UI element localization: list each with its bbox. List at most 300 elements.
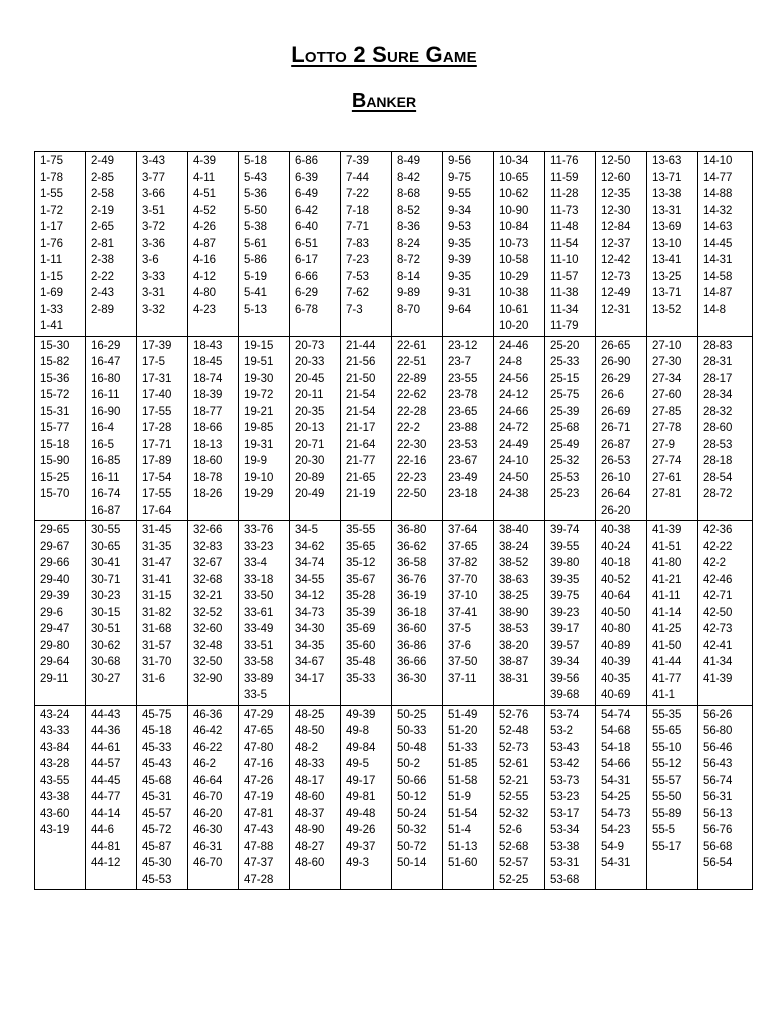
number-pair: 29-6 (40, 606, 64, 619)
number-pair: 8-14 (397, 270, 421, 283)
number-pair: 35-12 (346, 557, 376, 569)
number-pair: 56-76 (703, 824, 733, 836)
number-pair: 2-22 (91, 270, 115, 283)
number-pair: 39-80 (550, 557, 580, 569)
number-pair: 52-21 (499, 774, 529, 787)
number-pair: 22-16 (397, 455, 427, 467)
number-pair: 45-57 (142, 807, 172, 820)
number-pair: 55-57 (652, 774, 682, 787)
number-pair: 51-4 (448, 824, 472, 836)
number-pair: 14-10 (703, 155, 733, 167)
number-pair: 7-53 (346, 270, 370, 283)
number-pair: 24-56 (499, 372, 529, 385)
number-pair: 25-49 (550, 438, 580, 451)
number-pair: 21-50 (346, 372, 376, 385)
number-pair: 39-57 (550, 639, 580, 652)
number-pair: 35-60 (346, 639, 376, 652)
number-pair: 36-30 (397, 672, 427, 685)
number-pair: 23-12 (448, 339, 478, 352)
number-pair: 22-89 (397, 372, 427, 385)
number-pair: 26-71 (601, 422, 631, 434)
number-pair: 19-9 (244, 455, 268, 467)
number-pair: 16-85 (91, 455, 121, 467)
number-pair: 26-6 (601, 389, 625, 401)
table-cell (392, 705, 443, 890)
number-pair: 33-89 (244, 672, 274, 685)
number-pair: 3-43 (142, 155, 166, 167)
number-pair: 34-35 (295, 639, 325, 652)
table-cell (239, 521, 290, 706)
number-pair: 1-75 (40, 155, 64, 167)
number-pair: 30-51 (91, 623, 121, 635)
number-pair: 36-66 (397, 656, 427, 668)
number-pair: 25-23 (550, 488, 580, 500)
number-pair: 8-70 (397, 303, 421, 316)
number-pair: 28-72 (703, 488, 733, 500)
number-pair: 34-62 (295, 540, 325, 553)
number-pair: 12-50 (601, 155, 631, 167)
number-pair: 25-39 (550, 405, 580, 418)
number-pair: 44-14 (91, 807, 121, 820)
number-pair: 1-55 (40, 188, 64, 200)
table-cell (545, 336, 596, 521)
number-pair: 13-63 (652, 155, 682, 167)
table-cell (188, 336, 239, 521)
number-pair: 54-73 (601, 807, 631, 820)
number-pair: 27-61 (652, 471, 682, 484)
number-pair: 32-83 (193, 540, 223, 553)
table-cell (443, 705, 494, 890)
table-cell (35, 152, 86, 337)
table-cell (698, 705, 753, 890)
number-pair: 16-4 (91, 422, 115, 434)
number-pair: 19-72 (244, 389, 274, 401)
number-pair: 19-30 (244, 372, 274, 385)
number-pair: 39-74 (550, 524, 580, 536)
number-pair: 34-74 (295, 557, 325, 569)
number-pair: 18-26 (193, 488, 223, 500)
number-pair: 28-34 (703, 389, 733, 401)
number-pair: 4-52 (193, 204, 217, 217)
number-pair: 22-23 (397, 471, 427, 484)
number-pair: 41-34 (703, 656, 733, 668)
number-pair: 46-31 (193, 840, 223, 853)
number-pair: 9-89 (397, 287, 421, 299)
table-cell (443, 152, 494, 337)
number-pair: 13-10 (652, 237, 682, 250)
number-pair: 25-20 (550, 339, 580, 352)
number-pair: 20-71 (295, 438, 325, 451)
number-pair: 9-53 (448, 221, 472, 233)
number-pair: 44-45 (91, 774, 121, 787)
number-pair: 24-10 (499, 455, 529, 467)
table-cell (341, 705, 392, 890)
number-pair: 2-38 (91, 254, 115, 266)
number-pair: 49-84 (346, 741, 376, 754)
number-pair: 27-74 (652, 455, 682, 467)
number-pair: 22-51 (397, 356, 427, 368)
number-pair: 40-69 (601, 689, 631, 701)
number-pair: 46-70 (193, 791, 223, 803)
number-pair: 2-89 (91, 303, 115, 316)
number-pair: 38-24 (499, 540, 529, 553)
number-pair: 41-25 (652, 623, 682, 635)
number-pair: 48-2 (295, 741, 319, 754)
number-pair: 43-55 (40, 774, 70, 787)
table-cell (341, 336, 392, 521)
number-pair: 28-32 (703, 405, 733, 418)
number-pair: 8-52 (397, 204, 421, 217)
table-cell (545, 705, 596, 890)
number-pair: 5-18 (244, 155, 268, 167)
number-pair: 24-38 (499, 488, 529, 500)
number-pair: 37-82 (448, 557, 478, 569)
number-pair: 20-89 (295, 471, 325, 484)
number-pair: 42-46 (703, 573, 733, 586)
number-pair: 35-55 (346, 524, 376, 536)
number-pair: 45-18 (142, 725, 172, 737)
number-pair: 43-38 (40, 791, 70, 803)
number-pair: 16-29 (91, 339, 121, 352)
number-pair: 54-18 (601, 741, 631, 754)
number-pair: 17-31 (142, 372, 172, 385)
number-pair: 52-25 (499, 873, 529, 886)
number-pair: 53-42 (550, 758, 580, 770)
number-pair: 38-40 (499, 524, 529, 536)
number-pair: 51-85 (448, 758, 478, 770)
number-pair: 49-26 (346, 824, 376, 836)
number-pair: 41-14 (652, 606, 682, 619)
number-pair: 41-39 (703, 672, 733, 685)
number-pair: 20-11 (295, 389, 324, 401)
number-pair: 45-43 (142, 758, 172, 770)
number-pair: 32-50 (193, 656, 223, 668)
number-pair: 7-3 (346, 303, 363, 316)
number-pair: 4-11 (193, 171, 216, 184)
number-pair: 53-23 (550, 791, 580, 803)
number-pair: 15-31 (40, 405, 70, 418)
number-pair: 26-87 (601, 438, 631, 451)
number-pair: 19-10 (244, 471, 274, 484)
number-pair: 26-65 (601, 339, 631, 352)
number-pair: 26-53 (601, 455, 631, 467)
number-pair: 20-45 (295, 372, 325, 385)
number-pair: 1-11 (40, 254, 63, 266)
number-pair: 50-32 (397, 824, 427, 836)
number-pair: 4-26 (193, 221, 217, 233)
number-pair: 54-31 (601, 857, 631, 869)
number-pair: 53-43 (550, 741, 580, 754)
number-pair: 42-50 (703, 606, 733, 619)
number-pair: 17-40 (142, 389, 172, 401)
number-pair: 33-61 (244, 606, 274, 619)
number-pair: 23-65 (448, 405, 478, 418)
number-pair: 54-9 (601, 840, 625, 853)
number-pair: 32-60 (193, 623, 223, 635)
number-pair: 3-77 (142, 171, 166, 184)
number-pair: 54-23 (601, 824, 631, 836)
number-pair: 14-77 (703, 171, 733, 184)
number-pair: 24-8 (499, 356, 523, 368)
number-pair: 52-48 (499, 725, 529, 737)
number-pair: 56-26 (703, 708, 733, 721)
number-pair: 8-36 (397, 221, 421, 233)
number-pair: 17-39 (142, 339, 172, 352)
number-pair: 4-12 (193, 270, 217, 283)
number-pair: 11-28 (550, 188, 579, 200)
number-pair: 34-30 (295, 623, 325, 635)
number-pair: 7-44 (346, 171, 370, 184)
number-pair: 15-70 (40, 488, 70, 500)
number-pair: 12-37 (601, 237, 631, 250)
number-pair: 40-35 (601, 672, 631, 685)
number-pair: 18-45 (193, 356, 223, 368)
number-pair: 5-50 (244, 204, 268, 217)
number-pair: 52-68 (499, 840, 529, 853)
number-pair: 37-70 (448, 573, 478, 586)
number-pair: 32-48 (193, 639, 223, 652)
number-pair: 30-55 (91, 524, 121, 536)
number-pair: 20-49 (295, 488, 325, 500)
number-pair: 30-15 (91, 606, 121, 619)
number-pair: 32-66 (193, 524, 223, 536)
number-pair: 1-15 (40, 270, 64, 283)
number-pair: 38-20 (499, 639, 529, 652)
number-pair: 11-79 (550, 320, 579, 332)
table-cell (35, 705, 86, 890)
number-pair: 55-65 (652, 725, 682, 737)
number-pair: 36-86 (397, 639, 427, 652)
number-pair: 52-73 (499, 741, 529, 754)
number-pair: 8-68 (397, 188, 421, 200)
number-pair: 17-55 (142, 488, 172, 500)
number-pair: 34-17 (295, 672, 325, 685)
number-pair: 10-84 (499, 221, 529, 233)
number-pair: 22-2 (397, 422, 421, 434)
number-pair: 9-75 (448, 171, 472, 184)
number-pair: 49-48 (346, 807, 376, 820)
number-pair: 56-13 (703, 807, 733, 820)
number-pair: 23-18 (448, 488, 478, 500)
number-pair: 51-20 (448, 725, 478, 737)
number-pair: 31-82 (142, 606, 172, 619)
number-pair: 41-21 (652, 573, 682, 586)
number-pair: 2-58 (91, 188, 115, 200)
number-pair: 11-38 (550, 287, 579, 299)
number-pair: 27-85 (652, 405, 682, 418)
number-pair: 48-60 (295, 791, 325, 803)
number-pair: 4-16 (193, 254, 217, 266)
number-pair: 51-60 (448, 857, 478, 869)
number-pair: 18-60 (193, 455, 223, 467)
number-pair: 17-89 (142, 455, 172, 467)
number-pair: 47-88 (244, 840, 274, 853)
number-pair: 45-75 (142, 708, 172, 721)
number-pair: 23-55 (448, 372, 478, 385)
number-pair: 50-24 (397, 807, 427, 820)
number-pair: 50-14 (397, 857, 427, 869)
number-pair: 1-72 (40, 204, 64, 217)
number-pair: 28-54 (703, 471, 733, 484)
number-pair: 26-29 (601, 372, 631, 385)
number-pair: 40-39 (601, 656, 631, 668)
number-pair: 50-66 (397, 774, 427, 787)
number-pair: 45-30 (142, 857, 172, 869)
number-pair: 56-43 (703, 758, 733, 770)
number-pair: 20-30 (295, 455, 325, 467)
number-pair: 30-68 (91, 656, 121, 668)
number-pair: 39-35 (550, 573, 580, 586)
number-pair: 31-68 (142, 623, 172, 635)
document-title: Lotto 2 Sure Game (291, 42, 477, 67)
table-row (35, 336, 753, 521)
number-pair: 53-17 (550, 807, 580, 820)
number-pair: 41-51 (652, 540, 682, 553)
number-pair: 47-81 (244, 807, 274, 820)
table-cell (137, 521, 188, 706)
number-pair: 40-64 (601, 590, 631, 602)
number-pair: 25-68 (550, 422, 580, 434)
number-pair: 27-81 (652, 488, 682, 500)
number-pair: 29-80 (40, 639, 70, 652)
number-pair: 30-62 (91, 639, 121, 652)
number-pair: 53-2 (550, 725, 574, 737)
number-pair: 48-90 (295, 824, 325, 836)
number-pair: 27-9 (652, 438, 676, 451)
table-cell (647, 705, 698, 890)
number-pair: 9-39 (448, 254, 472, 266)
number-pair: 38-25 (499, 590, 529, 602)
number-pair: 11-76 (550, 155, 579, 167)
number-pair: 29-39 (40, 590, 70, 602)
number-pair: 51-58 (448, 774, 478, 787)
number-pair: 41-50 (652, 639, 682, 652)
number-pair: 5-36 (244, 188, 268, 200)
table-cell (188, 521, 239, 706)
number-pair: 46-30 (193, 824, 223, 836)
table-cell (494, 336, 545, 521)
number-pair: 29-65 (40, 524, 70, 536)
number-pair: 40-52 (601, 573, 631, 586)
number-pair: 1-33 (40, 303, 64, 316)
table-cell (239, 336, 290, 521)
table-cell (137, 152, 188, 337)
number-pair: 25-15 (550, 372, 580, 385)
number-pair: 14-32 (703, 204, 733, 217)
number-pair: 43-28 (40, 758, 70, 770)
number-pair: 5-19 (244, 270, 268, 283)
table-cell (698, 521, 753, 706)
table-cell (290, 152, 341, 337)
number-pair: 51-9 (448, 791, 472, 803)
number-pair: 24-46 (499, 339, 529, 352)
number-pair: 12-35 (601, 188, 631, 200)
number-pair: 3-66 (142, 188, 166, 200)
number-pair: 22-28 (397, 405, 427, 418)
number-pair: 50-25 (397, 708, 427, 721)
number-pair: 23-53 (448, 438, 478, 451)
number-pair: 35-69 (346, 623, 376, 635)
number-pair: 41-80 (652, 557, 682, 569)
number-pair: 5-61 (244, 237, 268, 250)
number-pair: 19-85 (244, 422, 274, 434)
number-pair: 11-34 (550, 303, 579, 316)
number-pair: 5-86 (244, 254, 268, 266)
number-pair: 34-73 (295, 606, 325, 619)
number-pair: 35-28 (346, 590, 376, 602)
number-pair: 50-48 (397, 741, 427, 754)
number-pair: 35-39 (346, 606, 376, 619)
number-pair: 47-29 (244, 708, 274, 721)
number-pair: 55-50 (652, 791, 682, 803)
number-pair: 56-74 (703, 774, 733, 787)
number-pair: 51-49 (448, 708, 478, 721)
number-pair: 3-6 (142, 254, 159, 266)
number-pair: 34-12 (295, 590, 325, 602)
number-pair: 21-77 (346, 455, 376, 467)
table-cell (392, 336, 443, 521)
number-pair: 7-71 (346, 221, 370, 233)
number-pair: 21-19 (346, 488, 376, 500)
number-pair: 11-59 (550, 171, 579, 184)
table-cell (290, 521, 341, 706)
number-pair: 17-64 (142, 504, 172, 517)
number-pair: 3-33 (142, 270, 166, 283)
number-pair: 46-22 (193, 741, 223, 754)
number-pair: 44-6 (91, 824, 115, 836)
number-pair: 54-25 (601, 791, 631, 803)
number-pair: 52-61 (499, 758, 529, 770)
number-pair: 6-17 (295, 254, 319, 266)
number-pair: 43-84 (40, 741, 70, 754)
table-cell (698, 336, 753, 521)
table-cell (545, 152, 596, 337)
number-pair: 44-12 (91, 857, 121, 869)
number-pair: 52-55 (499, 791, 529, 803)
number-pair: 52-32 (499, 807, 529, 820)
number-pair: 47-43 (244, 824, 274, 836)
number-pair: 19-15 (244, 339, 274, 352)
number-pair: 17-5 (142, 356, 166, 368)
table-cell (86, 521, 137, 706)
number-pair: 47-80 (244, 741, 274, 754)
number-pair: 30-27 (91, 672, 121, 685)
number-pair: 25-32 (550, 455, 580, 467)
table-cell (290, 705, 341, 890)
number-pair: 48-60 (295, 857, 325, 869)
number-pair: 6-39 (295, 171, 319, 184)
number-pair: 56-31 (703, 791, 733, 803)
number-pair: 15-82 (40, 356, 70, 368)
number-pair: 33-18 (244, 573, 274, 586)
number-pair: 46-2 (193, 758, 217, 770)
number-pair: 10-62 (499, 188, 529, 200)
table-cell (596, 336, 647, 521)
number-pair: 6-40 (295, 221, 319, 233)
number-pair: 19-51 (244, 356, 274, 368)
number-pair: 3-31 (142, 287, 166, 299)
number-pair: 42-41 (703, 639, 733, 652)
number-pair: 47-16 (244, 758, 274, 770)
number-pair: 10-73 (499, 237, 529, 250)
number-pair: 31-15 (142, 590, 172, 602)
number-pair: 32-52 (193, 606, 223, 619)
number-pair: 10-90 (499, 204, 529, 217)
number-pair: 13-71 (652, 287, 682, 299)
number-pair: 18-13 (193, 438, 223, 451)
table-cell (494, 705, 545, 890)
table-row (35, 521, 753, 706)
